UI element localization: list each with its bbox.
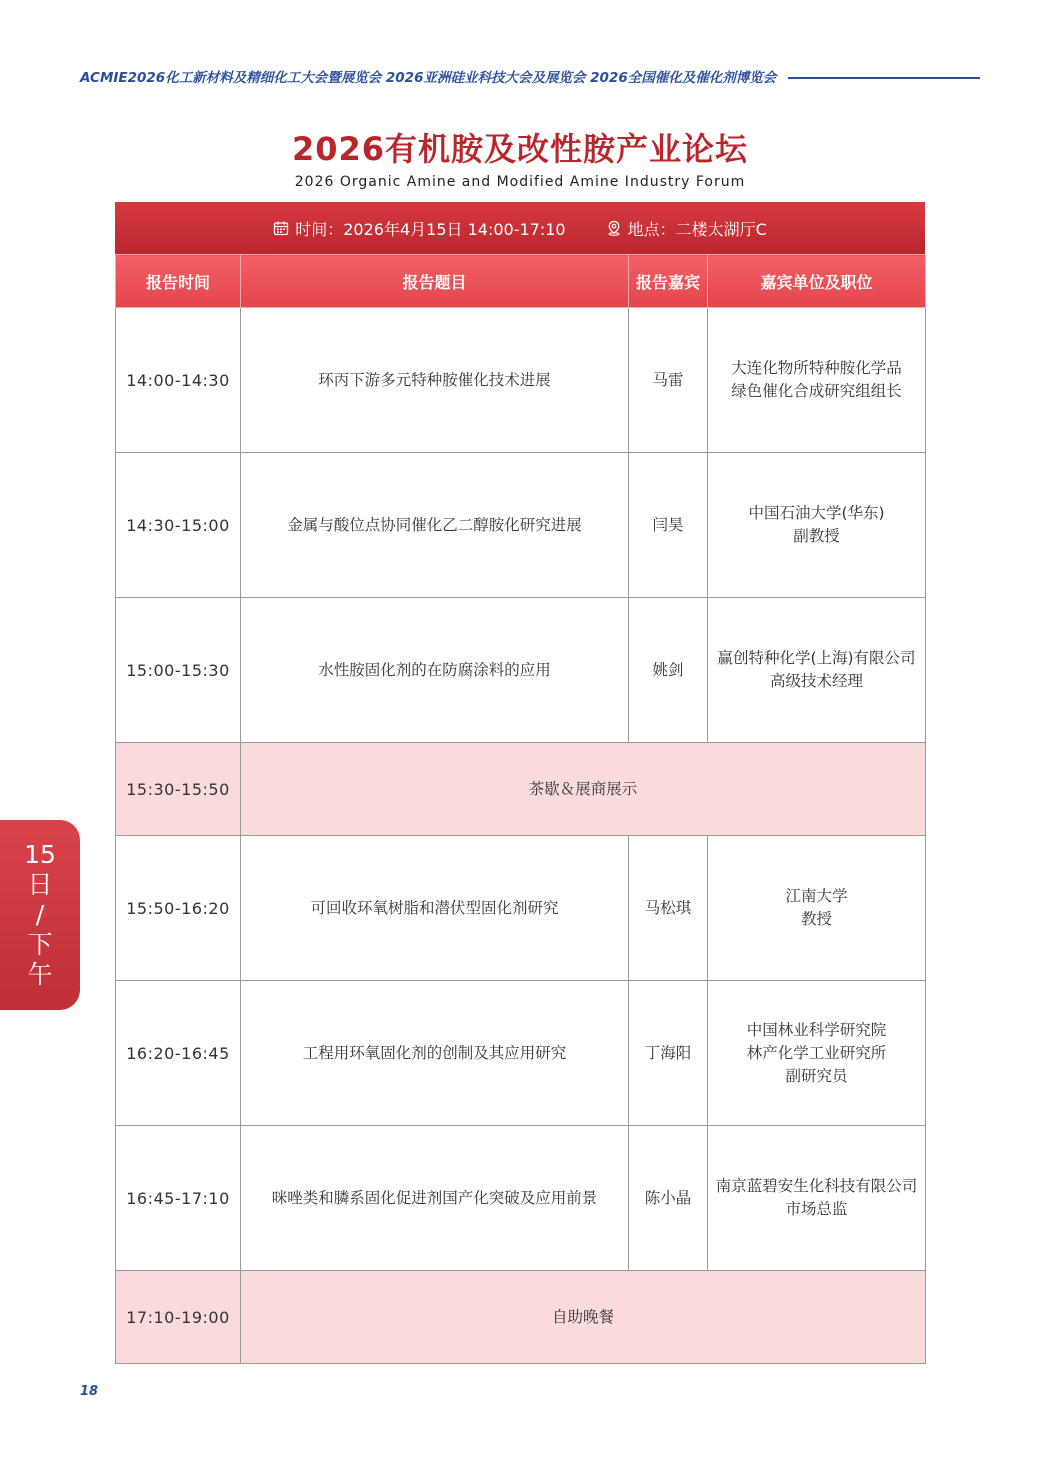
- row-topic: 工程用环氧固化剂的创制及其应用研究: [241, 981, 629, 1126]
- affiliation-line: 大连化物所特种胺化学品: [731, 359, 902, 377]
- side-tab-day-number: 15: [24, 840, 56, 869]
- table-row: [116, 453, 926, 598]
- table-row: [116, 1126, 926, 1271]
- row-speaker: 马松琪: [629, 836, 708, 981]
- row-affiliation: [708, 598, 926, 743]
- row-speaker: 陈小晶: [629, 1126, 708, 1271]
- day-side-tab: [0, 820, 80, 1010]
- affiliation-line: 中国石油大学(华东): [748, 504, 885, 522]
- affiliation-line: 赢创特种化学(上海)有限公司: [717, 649, 916, 667]
- table-row: [116, 836, 926, 981]
- page-title: 2026有机胺及改性胺产业论坛: [291, 130, 749, 168]
- affiliation-line: 南京蓝碧安生化科技有限公司: [715, 1177, 918, 1195]
- row-topic: 环丙下游多元特种胺催化技术进展: [241, 308, 629, 453]
- side-tab-afternoon-2: 午: [27, 960, 53, 989]
- info-time-text: 时间：2026年4月15日 14:00-17:10: [295, 219, 566, 239]
- page-subtitle: 2026 Organic Amine and Modified Amine Industry Forum: [294, 174, 746, 190]
- side-tab-day-char: 日: [27, 870, 53, 899]
- row-time: 15:30-15:50: [116, 743, 241, 836]
- header-banner: [80, 66, 980, 86]
- table-row: [116, 598, 926, 743]
- row-topic: 咪唑类和膦系固化促进剂国产化突破及应用前景: [241, 1126, 629, 1271]
- info-time: [273, 217, 565, 240]
- info-location: [606, 217, 767, 240]
- affiliation-line: 林产化学工业研究所: [746, 1043, 887, 1062]
- affiliation-line: 绿色催化合成研究组组长: [731, 382, 902, 400]
- row-time: 15:00-15:30: [116, 598, 241, 743]
- row-affiliation: [708, 1126, 926, 1271]
- row-time: 16:45-17:10: [116, 1126, 241, 1271]
- side-tab-slash: /: [35, 900, 45, 929]
- row-topic: 可回收环氧树脂和潜伏型固化剂研究: [241, 836, 629, 981]
- column-header-topic: 报告题目: [241, 255, 629, 308]
- row-topic: 水性胺固化剂的在防腐涂料的应用: [241, 598, 629, 743]
- row-speaker: 闫昊: [629, 453, 708, 598]
- row-affiliation: [708, 308, 926, 453]
- affiliation-line: 中国林业科学研究院: [746, 1020, 887, 1039]
- table-row: [116, 981, 926, 1126]
- info-bar: [115, 202, 925, 254]
- side-tab-afternoon-1: 下: [27, 930, 53, 959]
- location-pin-icon: [606, 220, 622, 236]
- row-time: 14:30-15:00: [116, 453, 241, 598]
- affiliation-line: 江南大学: [785, 887, 848, 905]
- break-label: 自助晚餐: [241, 1271, 926, 1364]
- row-speaker: 丁海阳: [629, 981, 708, 1126]
- row-affiliation: [708, 453, 926, 598]
- schedule-table-wrap: [115, 202, 925, 1364]
- row-time: 14:00-14:30: [116, 308, 241, 453]
- row-time: 17:10-19:00: [116, 1271, 241, 1364]
- table-row: [116, 308, 926, 453]
- page-number: 18: [80, 1384, 99, 1399]
- affiliation-line: 市场总监: [785, 1200, 848, 1218]
- row-time: 16:20-16:45: [116, 981, 241, 1126]
- info-location-text: 地点：二楼太湖厅C: [627, 219, 767, 239]
- break-row: [116, 1271, 926, 1364]
- affiliation-line: 高级技术经理: [769, 672, 863, 690]
- row-speaker: 姚剑: [629, 598, 708, 743]
- affiliation-line: 教授: [800, 910, 832, 928]
- schedule-table: [115, 254, 926, 1364]
- row-affiliation: [708, 836, 926, 981]
- break-label: 茶歇＆展商展示: [241, 743, 926, 836]
- column-header-speaker: 报告嘉宾: [629, 255, 708, 308]
- column-header-affiliation: 嘉宾单位及职位: [708, 255, 926, 308]
- header-rule: [788, 77, 980, 79]
- header-text: ACMIE2026化工新材料及精细化工大会暨展览会 2026亚洲硅业科技大会及展览会 2026全国催化及催化剂博览会: [80, 70, 777, 86]
- affiliation-line: 副研究员: [785, 1066, 848, 1085]
- row-time: 15:50-16:20: [116, 836, 241, 981]
- column-header-time: 报告时间: [116, 255, 241, 308]
- row-topic: 金属与酸位点协同催化乙二醇胺化研究进展: [241, 453, 629, 598]
- calendar-icon: [273, 220, 289, 236]
- row-affiliation: [708, 981, 926, 1126]
- row-speaker: 马雷: [629, 308, 708, 453]
- break-row: [116, 743, 926, 836]
- table-header-row: [116, 255, 926, 308]
- affiliation-line: 副教授: [793, 527, 840, 545]
